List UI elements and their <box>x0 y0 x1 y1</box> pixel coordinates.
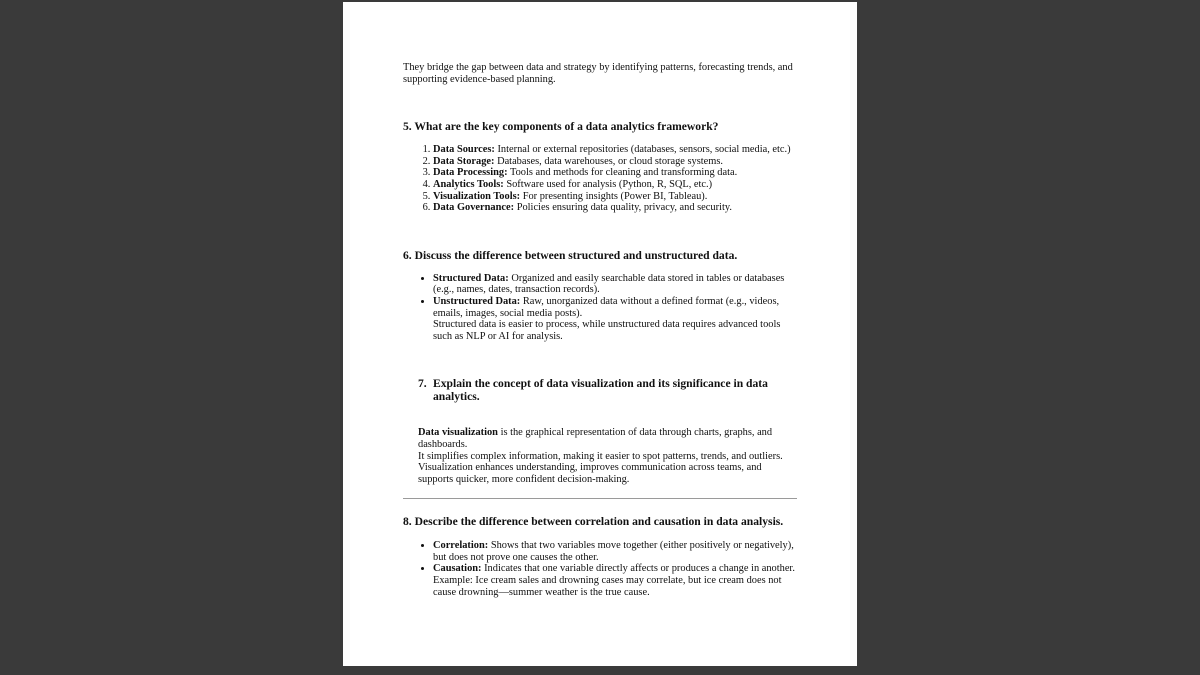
item-term: Analytics Tools: <box>433 178 504 190</box>
item-term: Structured Data: <box>433 272 509 284</box>
item-term: Data visualization <box>418 427 498 439</box>
item-term: Visualization Tools: <box>433 190 521 202</box>
list-item <box>433 273 795 296</box>
item-term: Data Processing: <box>433 167 508 179</box>
list-item <box>433 167 795 179</box>
list-item <box>433 563 795 598</box>
list-item <box>433 179 795 191</box>
section-6-note: Structured data is easier to process, while unstructured data requires advanced tools such as NLP or AI for analysis. <box>433 319 781 342</box>
item-text: Internal or external repositories (databases, sensors, social media, etc.) <box>494 144 791 156</box>
section-5-heading: 5. What are the key components of a data analytics framework? <box>403 120 719 134</box>
section-5-list <box>403 144 795 214</box>
item-term: Data Storage: <box>433 155 495 167</box>
item-text: Tools and methods for cleaning and transforming data. <box>507 167 738 179</box>
section-8-list <box>403 540 795 598</box>
item-text: Software used for analysis (Python, R, SQL, etc.) <box>503 178 713 190</box>
list-item <box>433 202 795 214</box>
list-item <box>433 156 795 168</box>
document-content <box>403 62 795 598</box>
intro-paragraph: They bridge the gap between data and strategy by identifying patterns, forecasting trends, and supporting evidence-based planning. <box>403 62 793 85</box>
section-7-paragraph <box>418 427 793 450</box>
item-text: Indicates that one variable directly affects or produces a change in another. <box>481 563 795 575</box>
item-text: For presenting insights (Power BI, Tableau). <box>520 190 708 202</box>
section-6-list <box>403 273 795 343</box>
list-item <box>433 144 795 156</box>
item-text: Policies ensuring data quality, privacy, and security. <box>514 202 732 214</box>
item-text: Organized and easily searchable data stored in tables or databases (e.g., names, dates, transaction records). <box>433 272 785 296</box>
section-7-heading <box>403 377 795 403</box>
list-item <box>433 191 795 203</box>
section-7-paragraph: It simplifies complex information, making it easier to spot patterns, trends, and outliers. <box>418 450 783 462</box>
item-term: Correlation: <box>433 540 489 552</box>
item-term: Causation: <box>433 563 482 575</box>
document-page <box>343 2 857 666</box>
item-text: Databases, data warehouses, or cloud storage systems. <box>494 155 723 167</box>
item-term: Data Governance: <box>433 202 515 214</box>
item-term: Unstructured Data: <box>433 295 521 307</box>
horizontal-divider <box>403 498 797 499</box>
section-7-title: Explain the concept of data visualization and its significance in data analytics. <box>433 377 768 404</box>
section-7-number: 7. <box>418 377 427 391</box>
list-item <box>433 296 795 342</box>
item-term: Data Sources: <box>433 144 495 156</box>
item-text: is the graphical representation of data through charts, graphs, and dashboards. <box>418 427 773 450</box>
item-text: Raw, unorganized data without a defined format (e.g., videos, emails, images, social media posts). <box>433 295 780 319</box>
item-text: Shows that two variables move together (either positively or negatively), but does not prove one causes the other. <box>433 540 794 563</box>
list-item <box>433 540 795 563</box>
section-8-heading: 8. Describe the difference between correlation and causation in data analysis. <box>403 515 784 529</box>
section-7-paragraph: Visualization enhances understanding, improves communication across teams, and supports quicker, more confident decision-making. <box>418 462 762 485</box>
section-8-example: Example: Ice cream sales and drowning cases may correlate, but ice cream does not cause drowning—summer weather is the true cause. <box>433 575 782 598</box>
section-6-heading: 6. Discuss the difference between structured and unstructured data. <box>403 248 738 262</box>
section-7-body <box>403 427 793 485</box>
